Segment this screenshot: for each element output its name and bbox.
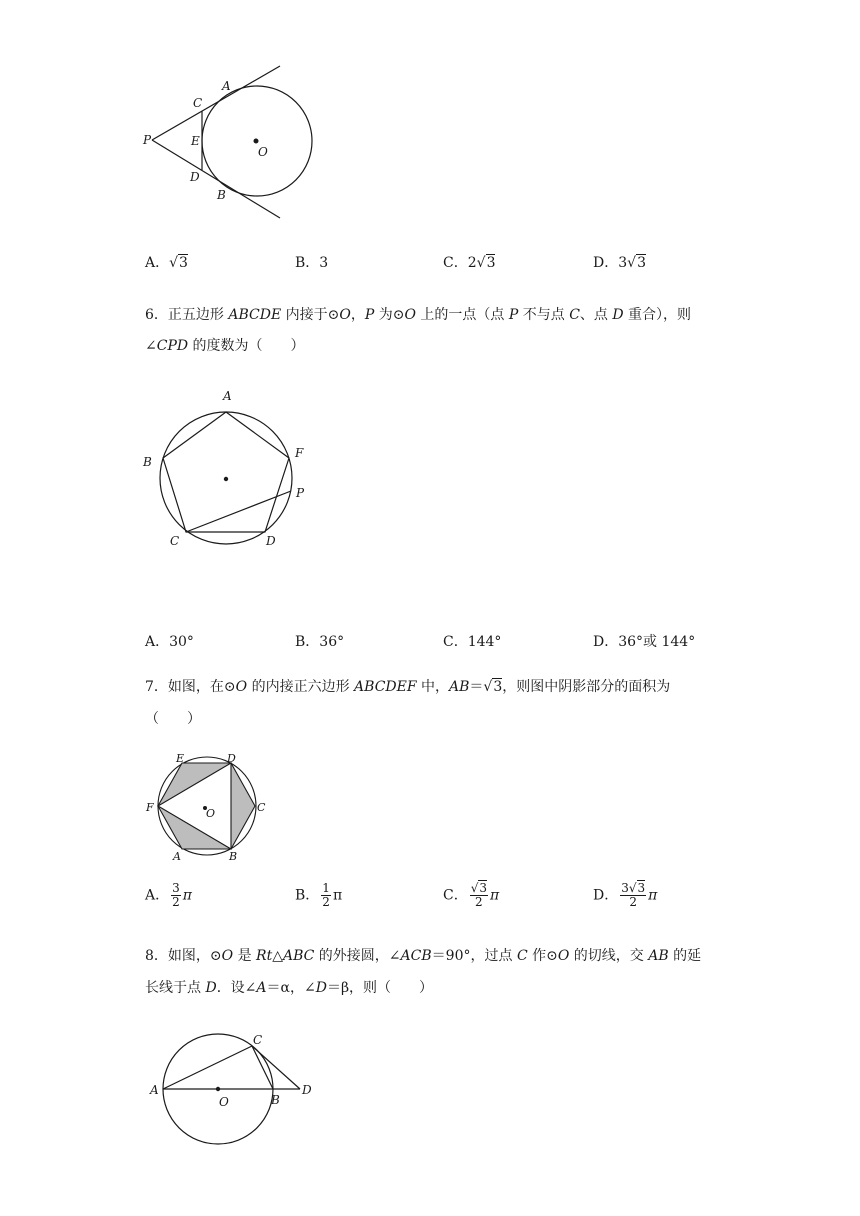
label-b: B (271, 1093, 280, 1107)
label-e: E (191, 134, 200, 148)
q5-option-b[interactable]: B．3 (295, 255, 329, 271)
tangent-cd (252, 1046, 300, 1089)
label-o: O (206, 807, 216, 820)
q5-option-d[interactable]: D．3√3 (593, 255, 646, 271)
label-o: O (258, 145, 268, 159)
q6-option-b[interactable]: B．36° (295, 634, 345, 650)
q8-stem-line1: 8．如图，⊙O 是 Rt△ABC 的外接圆，∠ACB＝90°，过点 C 作⊙O 的切线，交 AB 的延 (145, 948, 702, 964)
label-d: D (227, 752, 236, 765)
label-c: C (257, 801, 266, 814)
tangent-pa (152, 66, 280, 140)
q6-option-a[interactable]: A．30° (145, 634, 194, 650)
label-c: C (253, 1033, 263, 1047)
label-e: E (176, 752, 185, 765)
shade-right (231, 763, 255, 849)
q6-option-d[interactable]: D．36°或 144° (593, 634, 696, 650)
label-c: C (193, 96, 203, 110)
label-a: A (150, 1083, 159, 1097)
q6-option-c[interactable]: C．144° (443, 634, 502, 650)
label-f: F (295, 446, 304, 460)
label-b: B (143, 455, 152, 469)
q5-option-c[interactable]: C．2√3 (443, 255, 496, 271)
chord-cp (186, 491, 291, 532)
center-dot (224, 477, 228, 481)
label-d: D (266, 534, 276, 548)
label-c: C (170, 534, 180, 548)
center-dot (254, 139, 259, 144)
q5-option-a[interactable]: A．√3 (145, 255, 188, 271)
q6-stem-line1: 6．正五边形 ABCDE 内接于⊙O，P 为⊙O 上的一点（点 P 不与点 C、点 D 重合），则 (145, 307, 692, 323)
q7-stem-line1: 7．如图，在⊙O 的内接正六边形 ABCDEF 中，AB＝√3，则图中阴影部分的面积为 (145, 679, 671, 695)
label-p: P (143, 133, 152, 147)
label-a: A (222, 79, 231, 93)
label-o: O (219, 1095, 229, 1109)
q7-option-d[interactable]: D． $\frac{3√3}{2}$ π (593, 881, 658, 909)
label-b: B (229, 850, 238, 863)
label-a: A (223, 389, 232, 403)
pentagon-figure (140, 385, 315, 550)
hexagon-figure (140, 748, 270, 866)
label-p: P (296, 486, 305, 500)
q7-stem-line2: （ ） (145, 711, 201, 727)
q7-option-a[interactable]: A． $\frac{3}{2}$ π (145, 881, 192, 909)
q7-option-b[interactable]: B． $\frac{1}{2}$ π (295, 881, 343, 909)
q6-stem-line2: ∠CPD 的度数为（ ） (145, 338, 305, 354)
label-a: A (173, 850, 181, 863)
label-f: F (146, 801, 154, 814)
label-b: B (217, 188, 226, 202)
tangent-circle-figure (140, 60, 330, 225)
label-d: D (302, 1083, 312, 1097)
q7-option-c[interactable]: C． $\frac{√3}{2}$ π (443, 881, 500, 909)
center-dot (216, 1087, 220, 1091)
q8-stem-line2: 长线于点 D．设∠A＝α，∠D＝β，则（ ） (145, 980, 434, 996)
right-triangle-figure (145, 1025, 325, 1150)
segment-cb (252, 1046, 273, 1089)
pentagon-abcde (163, 412, 289, 532)
label-d: D (190, 170, 200, 184)
